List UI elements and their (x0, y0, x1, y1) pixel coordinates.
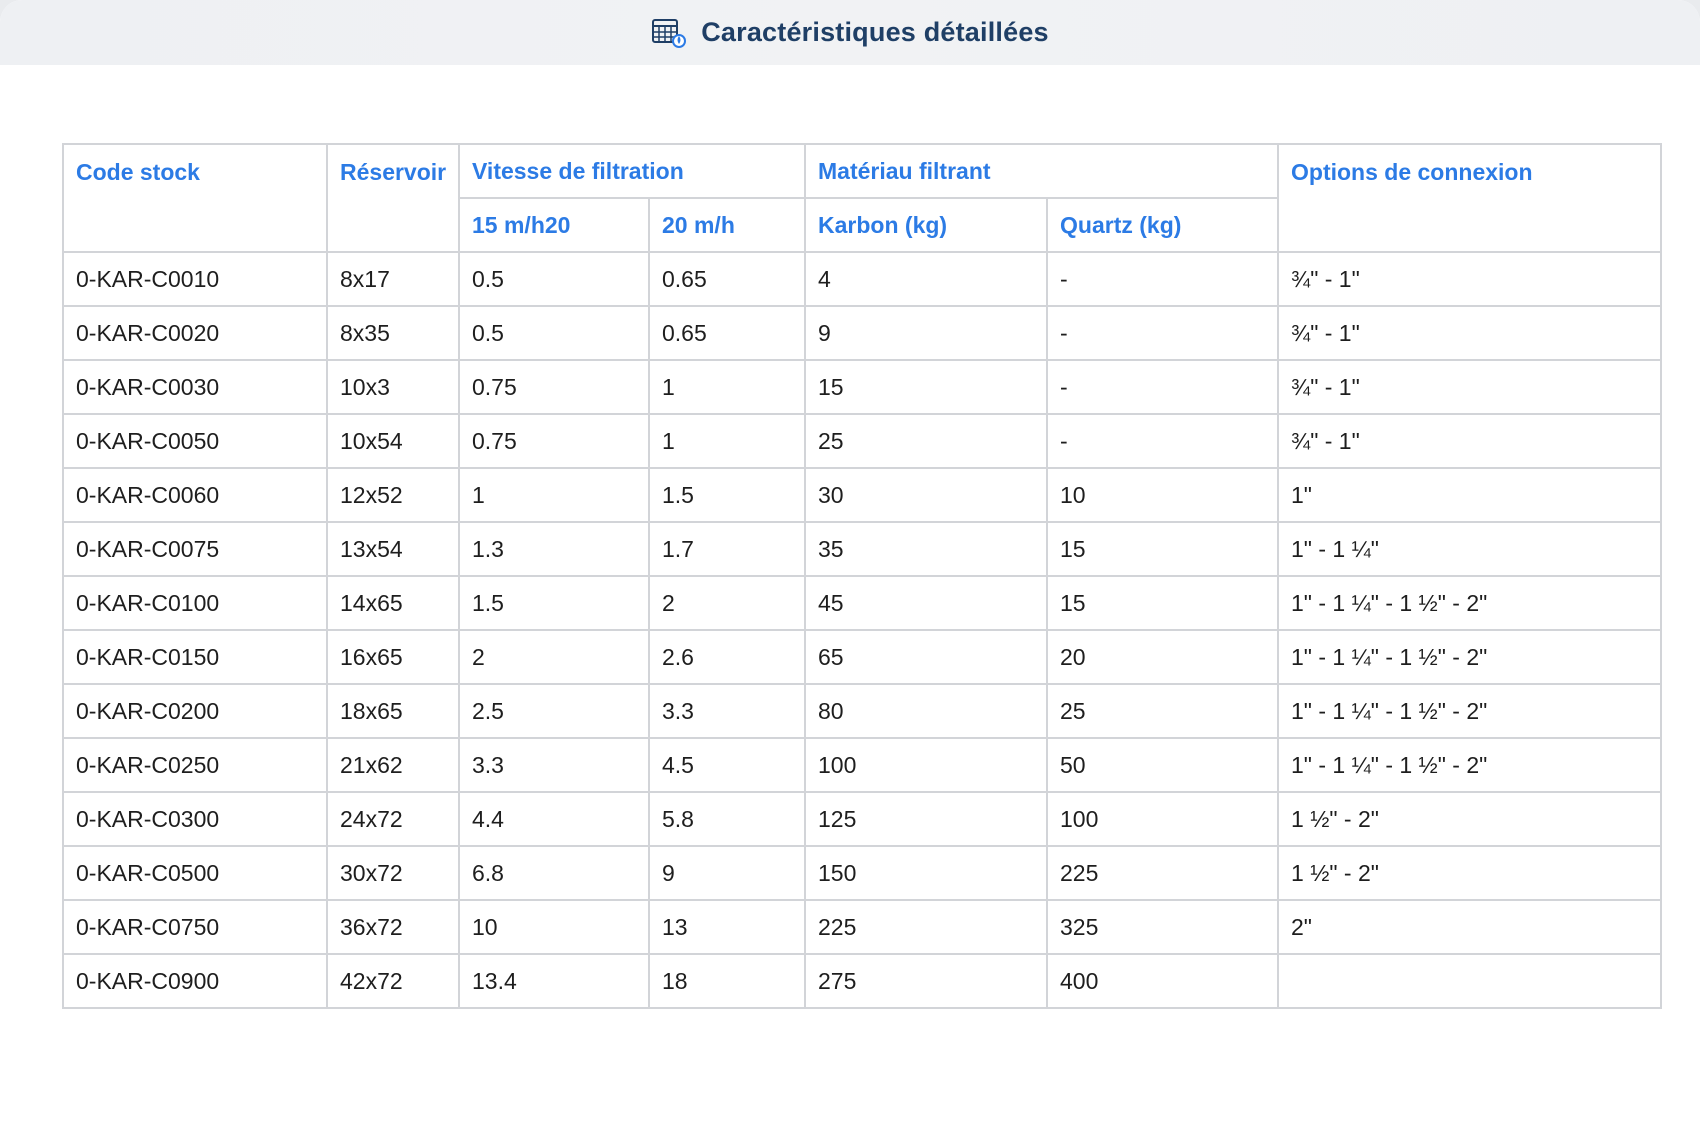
table-row (63, 846, 1661, 900)
table-row (63, 360, 1661, 414)
cell-vitesse-20: 0.65 (649, 252, 805, 306)
cell-code-stock: 0-KAR-C0300 (63, 792, 327, 846)
table-head (63, 144, 1661, 252)
cell-options-connexion: 1" - 1 ¼" (1278, 522, 1661, 576)
table-row (63, 522, 1661, 576)
cell-quartz: 25 (1047, 684, 1278, 738)
cell-options-connexion: ¾" - 1" (1278, 360, 1661, 414)
cell-code-stock: 0-KAR-C0200 (63, 684, 327, 738)
cell-code-stock: 0-KAR-C0075 (63, 522, 327, 576)
spec-table (62, 143, 1662, 1009)
table-row (63, 306, 1661, 360)
section-header (0, 0, 1700, 65)
cell-code-stock: 0-KAR-C0100 (63, 576, 327, 630)
spec-sheet-icon (651, 17, 687, 49)
cell-vitesse-15: 6.8 (459, 846, 649, 900)
cell-karbon: 125 (805, 792, 1047, 846)
cell-vitesse-20: 18 (649, 954, 805, 1008)
cell-reservoir: 16x65 (327, 630, 459, 684)
header-karbon: Karbon (kg) (805, 198, 1047, 252)
cell-vitesse-15: 2 (459, 630, 649, 684)
table-body (63, 252, 1661, 1008)
cell-reservoir: 36x72 (327, 900, 459, 954)
cell-vitesse-20: 2.6 (649, 630, 805, 684)
cell-code-stock: 0-KAR-C0750 (63, 900, 327, 954)
spec-table-wrapper (62, 143, 1660, 1009)
cell-vitesse-15: 10 (459, 900, 649, 954)
cell-karbon: 4 (805, 252, 1047, 306)
table-row (63, 468, 1661, 522)
cell-reservoir: 14x65 (327, 576, 459, 630)
cell-vitesse-20: 3.3 (649, 684, 805, 738)
cell-vitesse-20: 5.8 (649, 792, 805, 846)
cell-reservoir: 30x72 (327, 846, 459, 900)
header-materiau-filtrant: Matériau filtrant (805, 144, 1278, 198)
cell-code-stock: 0-KAR-C0060 (63, 468, 327, 522)
table-row (63, 414, 1661, 468)
cell-code-stock: 0-KAR-C0020 (63, 306, 327, 360)
cell-karbon: 45 (805, 576, 1047, 630)
cell-vitesse-20: 4.5 (649, 738, 805, 792)
cell-vitesse-20: 1.5 (649, 468, 805, 522)
cell-karbon: 9 (805, 306, 1047, 360)
header-row-top (63, 144, 1661, 198)
cell-quartz: 225 (1047, 846, 1278, 900)
cell-vitesse-15: 1 (459, 468, 649, 522)
header-vitesse-20: 20 m/h (649, 198, 805, 252)
cell-quartz: - (1047, 360, 1278, 414)
header-vitesse-filtration: Vitesse de filtration (459, 144, 805, 198)
cell-reservoir: 18x65 (327, 684, 459, 738)
cell-vitesse-20: 9 (649, 846, 805, 900)
cell-vitesse-15: 0.75 (459, 414, 649, 468)
cell-vitesse-15: 0.5 (459, 252, 649, 306)
table-row (63, 738, 1661, 792)
cell-karbon: 15 (805, 360, 1047, 414)
cell-reservoir: 12x52 (327, 468, 459, 522)
cell-vitesse-15: 3.3 (459, 738, 649, 792)
cell-karbon: 80 (805, 684, 1047, 738)
cell-vitesse-20: 2 (649, 576, 805, 630)
cell-options-connexion: ¾" - 1" (1278, 414, 1661, 468)
cell-options-connexion: 1" - 1 ¼" - 1 ½" - 2" (1278, 576, 1661, 630)
header-reservoir: Réservoir (327, 144, 459, 252)
cell-reservoir: 10x54 (327, 414, 459, 468)
header-quartz: Quartz (kg) (1047, 198, 1278, 252)
header-options-connexion: Options de connexion (1278, 144, 1661, 252)
cell-code-stock: 0-KAR-C0150 (63, 630, 327, 684)
cell-vitesse-15: 1.5 (459, 576, 649, 630)
cell-vitesse-20: 0.65 (649, 306, 805, 360)
page-title: Caractéristiques détaillées (701, 17, 1049, 47)
cell-reservoir: 42x72 (327, 954, 459, 1008)
cell-options-connexion: 1 ½" - 2" (1278, 792, 1661, 846)
cell-options-connexion: 2" (1278, 900, 1661, 954)
cell-reservoir: 13x54 (327, 522, 459, 576)
cell-quartz: 15 (1047, 522, 1278, 576)
cell-code-stock: 0-KAR-C0030 (63, 360, 327, 414)
cell-options-connexion: 1" (1278, 468, 1661, 522)
cell-karbon: 65 (805, 630, 1047, 684)
cell-vitesse-15: 0.75 (459, 360, 649, 414)
cell-code-stock: 0-KAR-C0900 (63, 954, 327, 1008)
cell-options-connexion: 1" - 1 ¼" - 1 ½" - 2" (1278, 684, 1661, 738)
cell-quartz: 50 (1047, 738, 1278, 792)
cell-options-connexion: ¾" - 1" (1278, 306, 1661, 360)
cell-karbon: 100 (805, 738, 1047, 792)
cell-quartz: 325 (1047, 900, 1278, 954)
cell-quartz: 10 (1047, 468, 1278, 522)
cell-reservoir: 24x72 (327, 792, 459, 846)
cell-vitesse-15: 13.4 (459, 954, 649, 1008)
cell-reservoir: 10x3 (327, 360, 459, 414)
cell-vitesse-20: 1 (649, 360, 805, 414)
table-row (63, 252, 1661, 306)
table-row (63, 630, 1661, 684)
cell-options-connexion: 1 ½" - 2" (1278, 846, 1661, 900)
cell-vitesse-15: 4.4 (459, 792, 649, 846)
cell-options-connexion: 1" - 1 ¼" - 1 ½" - 2" (1278, 630, 1661, 684)
cell-quartz: - (1047, 414, 1278, 468)
cell-karbon: 25 (805, 414, 1047, 468)
cell-reservoir: 8x17 (327, 252, 459, 306)
cell-quartz: 20 (1047, 630, 1278, 684)
cell-options-connexion (1278, 954, 1661, 1008)
header-vitesse-15: 15 m/h20 (459, 198, 649, 252)
table-row (63, 792, 1661, 846)
cell-vitesse-20: 13 (649, 900, 805, 954)
cell-quartz: - (1047, 306, 1278, 360)
table-row (63, 684, 1661, 738)
cell-karbon: 225 (805, 900, 1047, 954)
cell-vitesse-15: 1.3 (459, 522, 649, 576)
cell-quartz: - (1047, 252, 1278, 306)
cell-options-connexion: ¾" - 1" (1278, 252, 1661, 306)
cell-quartz: 400 (1047, 954, 1278, 1008)
cell-vitesse-20: 1 (649, 414, 805, 468)
cell-code-stock: 0-KAR-C0500 (63, 846, 327, 900)
cell-vitesse-15: 0.5 (459, 306, 649, 360)
cell-reservoir: 21x62 (327, 738, 459, 792)
cell-options-connexion: 1" - 1 ¼" - 1 ½" - 2" (1278, 738, 1661, 792)
header-code-stock: Code stock (63, 144, 327, 252)
cell-karbon: 150 (805, 846, 1047, 900)
cell-code-stock: 0-KAR-C0010 (63, 252, 327, 306)
table-row (63, 954, 1661, 1008)
cell-vitesse-15: 2.5 (459, 684, 649, 738)
header-inner (651, 17, 1049, 49)
cell-quartz: 100 (1047, 792, 1278, 846)
cell-reservoir: 8x35 (327, 306, 459, 360)
cell-karbon: 35 (805, 522, 1047, 576)
cell-quartz: 15 (1047, 576, 1278, 630)
cell-vitesse-20: 1.7 (649, 522, 805, 576)
cell-karbon: 30 (805, 468, 1047, 522)
table-row (63, 576, 1661, 630)
cell-code-stock: 0-KAR-C0050 (63, 414, 327, 468)
cell-karbon: 275 (805, 954, 1047, 1008)
table-row (63, 900, 1661, 954)
cell-code-stock: 0-KAR-C0250 (63, 738, 327, 792)
